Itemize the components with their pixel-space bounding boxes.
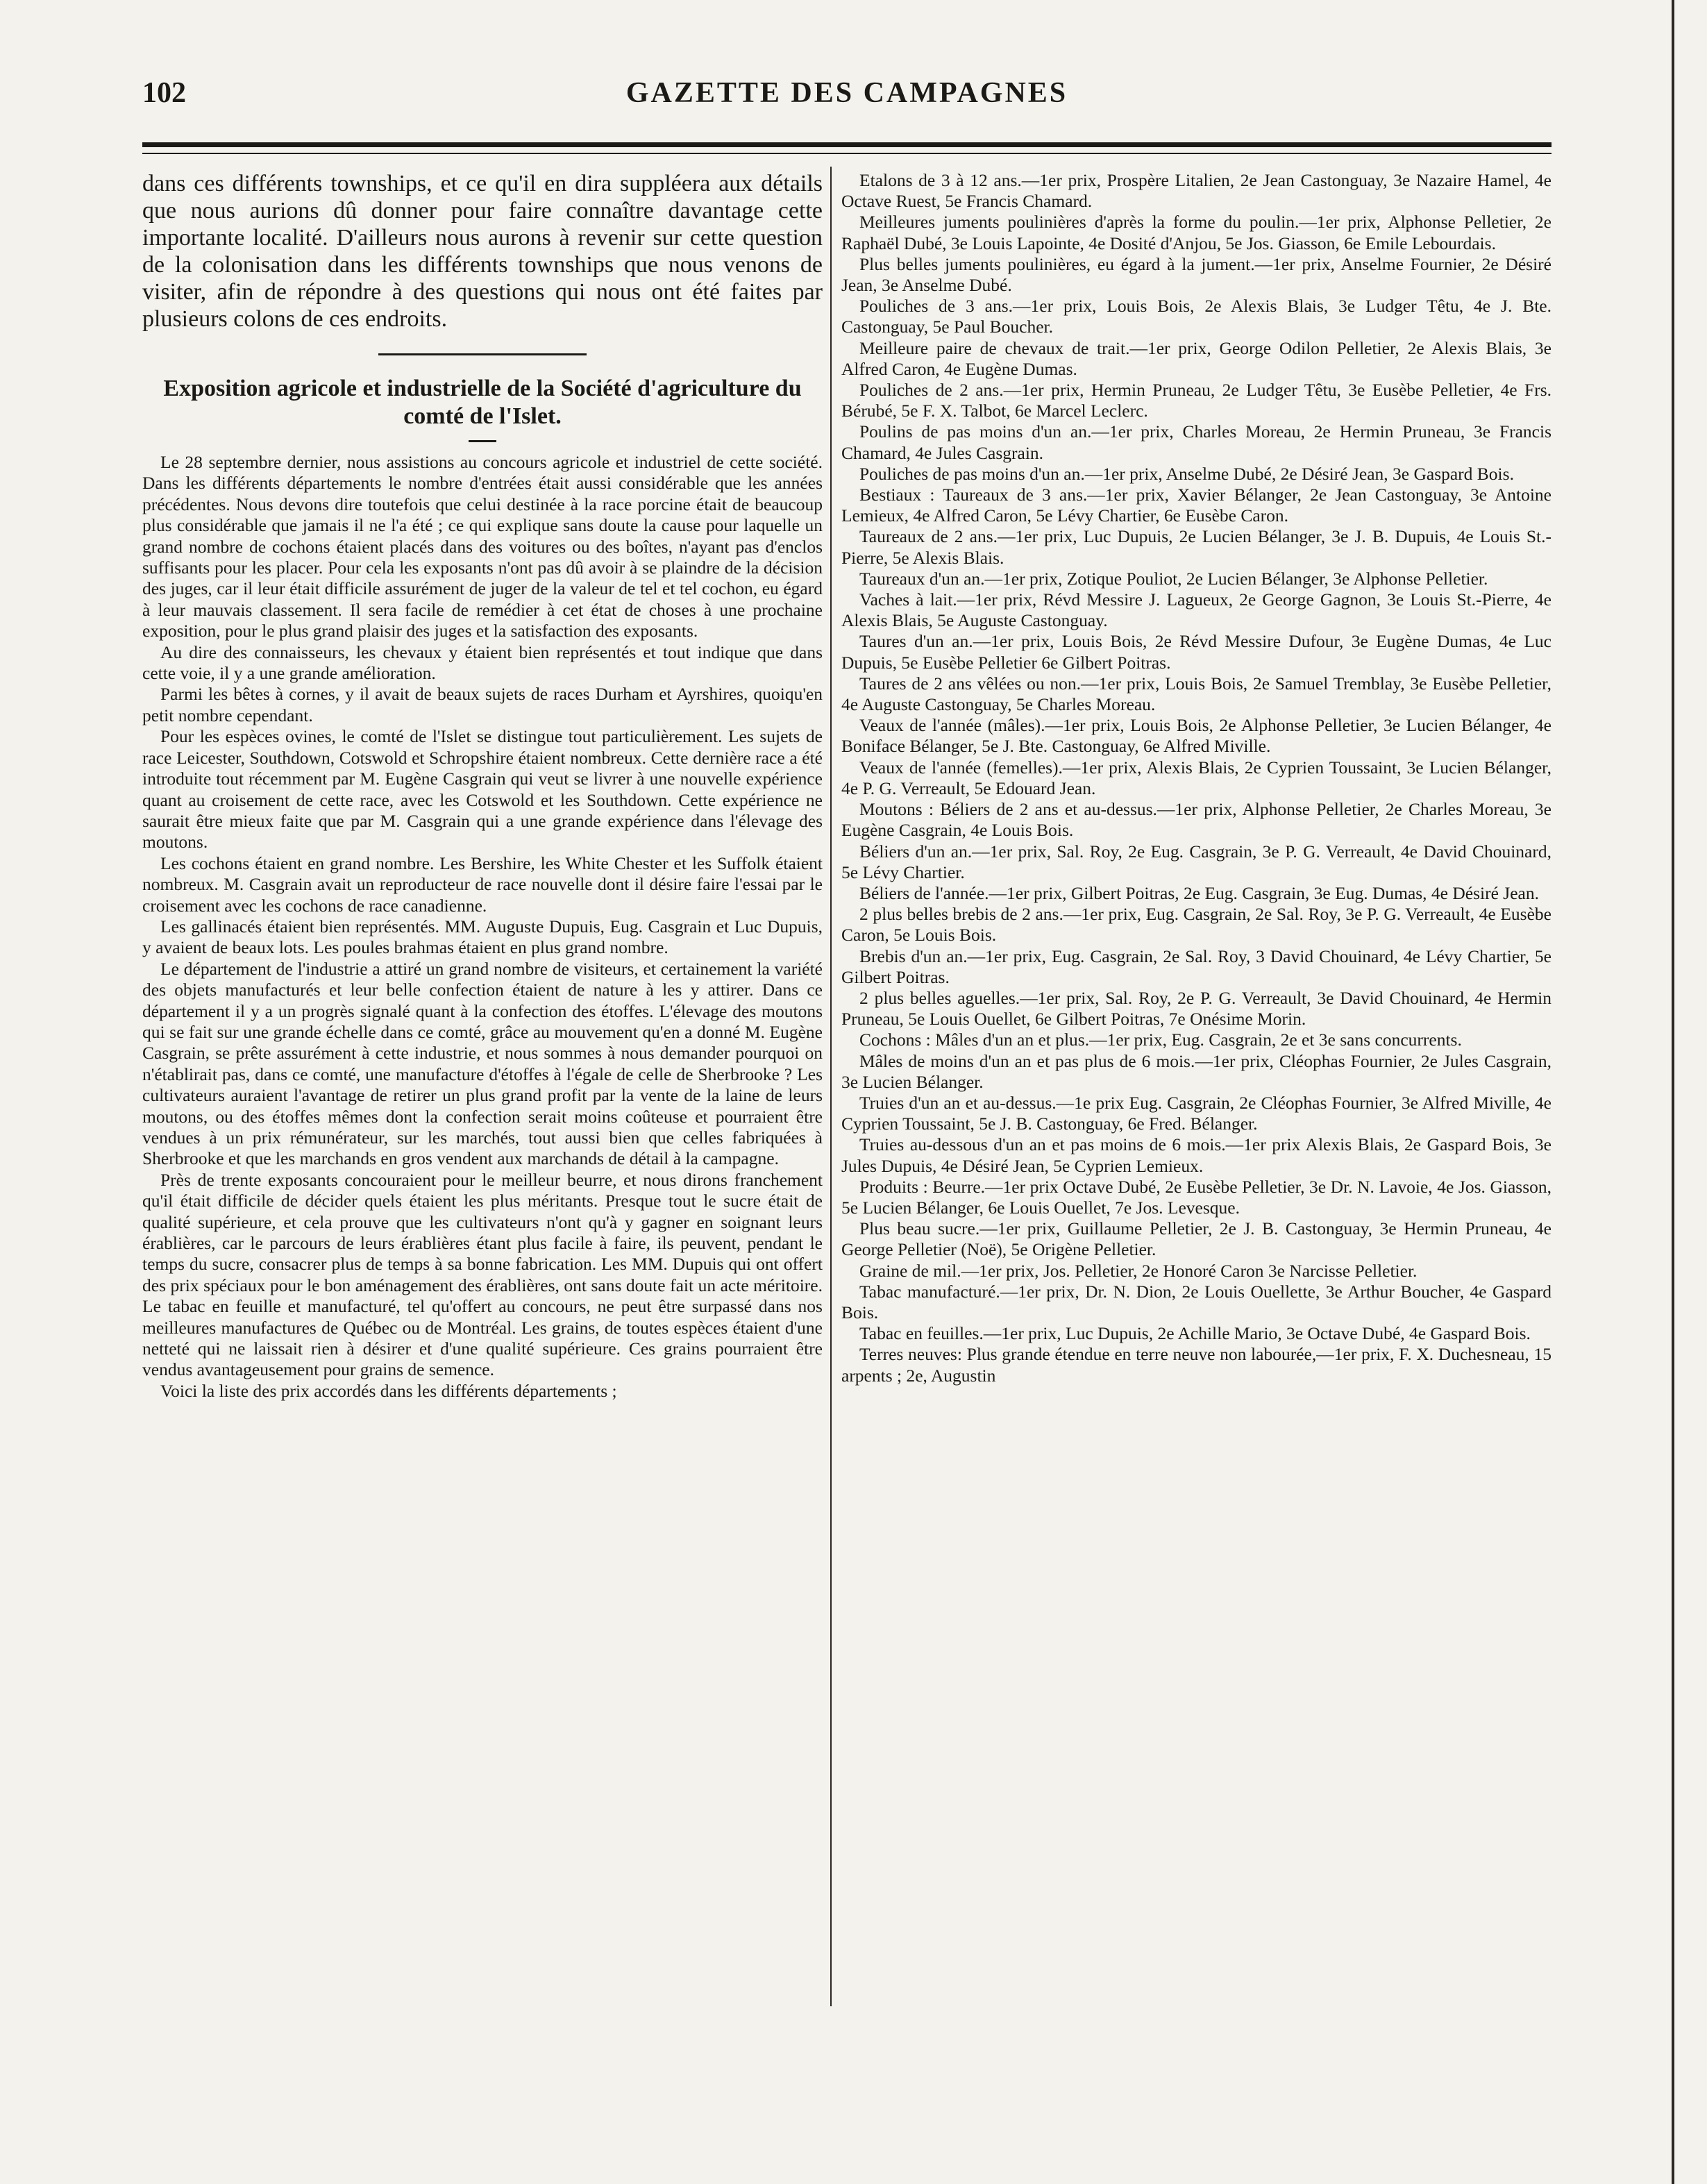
prize-entry: Pouliches de pas moins d'un an.—1er prix, Anselme Dubé, 2e Désiré Jean, 3e Gaspard Bois. (859, 463, 1514, 484)
article-paragraph: Les cochons étaient en grand nombre. Les Bershire, les White Chester et les Suffolk étaient nombreux. M. Casgrain avait un reproducteur de race nouvelle dont il désire faire l'essai par le croisement avec les cochons de race canadienne. (142, 852, 823, 916)
intro-text-block (142, 170, 823, 333)
prize-entry: Béliers d'un an.—1er prix, Sal. Roy, 2e Eug. Casgrain, 3e P. G. Verreault, 4e David Chouinard, 5e Lévy Chartier. (841, 841, 1552, 882)
page-header (142, 69, 1552, 125)
prize-entry: Taureaux d'un an.—1er prix, Zotique Pouliot, 2e Lucien Bélanger, 3e Alphonse Pelletier. (859, 568, 1488, 589)
prize-entry: Taures d'un an.—1er prix, Louis Bois, 2e Révd Messire Dufour, 3e Eugène Dumas, 4e Luc Dupuis, 5e Eusèbe Pelletier 6e Gilbert Poitras. (841, 631, 1552, 673)
prize-entry: Taures de 2 ans vêlées ou non.—1er prix, Louis Bois, 2e Samuel Tremblay, 3e Eusèbe Pelletier, 4e Auguste Castonguay, 5e Charles Moreau. (841, 673, 1552, 715)
page-edge-line (1672, 0, 1674, 2184)
prize-entry: Bestiaux : Taureaux de 3 ans.—1er prix, Xavier Bélanger, 2e Jean Castonguay, 3e Antoine Lemieux, 4e Alfred Caron, 5e Lévy Chartier, 6e Eusèbe Caron. (841, 485, 1552, 526)
article-paragraph: Près de trente exposants concouraient pour le meilleur beurre, et nous dirons franchement qu'il était difficile de décider quels étaient les plus méritants. Presque tout le sucre était de qualité supérieure, et cela prouve que les cultivateurs n'ont qu'à y gagner en soignant leurs érablières, car le parcours de leurs érablières étant plus facile à faire, ils peuvent, pendant le temps du sucre, consacrer plus de temps à sa bonne fabrication. Les MM. Dupuis qui ont offert des prix spéciaux pour le bon aménagement des érablières, ont sans doute fait un acte méritoire. Le tabac en feuille et manufacturé, tel qu'offert au concours, ne peut être surpassé dans nos meilleures manufactures de Québec ou de Montréal. Les grains, de toutes espèces étaient d'une netteté qui ne laissait rien à désirer et d'une qualité supérieure. Ces grains pourraient être vendus avantageusement pour grains de semence. (142, 1169, 823, 1380)
left-column (142, 170, 823, 1402)
prize-entry: Graine de mil.—1er prix, Jos. Pelletier, 2e Honoré Caron 3e Narcisse Pelletier. (859, 1260, 1418, 1281)
intro-paragraph: dans ces différents townships, et ce qu'il en dira suppléera aux détails que nous aurions dû donner pour faire connaître davantage cette importante localité. D'ailleurs nous aurons à revenir sur cette question de la colonisation dans les différents townships que nous venons de visiter, afin de répondre à des questions qui nous ont été faites par plusieurs colons de ces endroits. (142, 171, 823, 332)
prize-entry: Béliers de l'année.—1er prix, Gilbert Poitras, 2e Eug. Casgrain, 3e Eug. Dumas, 4e Désiré Jean. (859, 882, 1539, 903)
title-dash (469, 440, 496, 442)
prize-list (841, 170, 1552, 1386)
prize-entry: Meilleures juments poulinières d'après la forme du poulin.—1er prix, Alphonse Pelletier, 2e Raphaël Dubé, 3e Louis Lapointe, 4e Dosité d'Anjou, 5e Jos. Giasson, 6e Emile Lebourdais. (841, 212, 1552, 253)
prize-entry: Taureaux de 2 ans.—1er prix, Luc Dupuis, 2e Lucien Bélanger, 3e J. B. Dupuis, 4e Louis St.-Pierre, 5e Alexis Blais. (841, 526, 1552, 568)
prize-entry: Truies d'un an et au-dessus.—1e prix Eug. Casgrain, 2e Cléophas Fournier, 3e Alfred Miville, 4e Cyprien Toussaint, 5e J. B. Castonguay, 6e Fred. Bélanger. (841, 1092, 1552, 1134)
prize-entry: Moutons : Béliers de 2 ans et au-dessus.—1er prix, Alphonse Pelletier, 2e Charles Moreau, 3e Eugène Casgrain, 4e Louis Bois. (841, 799, 1552, 841)
prize-entry: Pouliches de 3 ans.—1er prix, Louis Bois, 2e Alexis Blais, 3e Ludger Têtu, 4e J. Bte. Castonguay, 5e Paul Boucher. (841, 296, 1552, 337)
header-rule-thin (142, 153, 1552, 154)
page-number: 102 (142, 77, 186, 109)
article-paragraph: Les gallinacés étaient bien représentés. MM. Auguste Dupuis, Eug. Casgrain et Luc Dupuis, y avaient de beaux lots. Les poules brahmas étaient en plus grand nombre. (142, 916, 823, 958)
running-title: GAZETTE DES CAMPAGNES (625, 77, 1068, 109)
article-paragraph: Pour les espèces ovines, le comté de l'Islet se distingue tout particulièrement. Les sujets de race Leicester, Southdown, Cotswold et Schropshire étaient nombreux. Cette dernière race a été introduite tout récemment par M. Eugène Casgrain qui veut se livrer à une nouvelle expérience quant au croisement de cette race, avec les Cotswold et les Southdown. Cette expérience ne saurait être mieux faite que par M. Casgrain qui a une grande expérience dans l'élevage des moutons. (142, 726, 823, 852)
article-paragraph: Parmi les bêtes à cornes, y il avait de beaux sujets de races Durham et Ayrshires, quoiqu'en petit nombre cependant. (142, 684, 823, 725)
prize-entry: Tabac en feuilles.—1er prix, Luc Dupuis, 2e Achille Mario, 3e Octave Dubé, 4e Gaspard Bois. (859, 1323, 1531, 1344)
article-paragraph: Le 28 septembre dernier, nous assistions au concours agricole et industriel de cette société. Dans les différents départements le nombre d'entrées était aussi considérable que les années précédentes. Nous devons dire toutefois que celui destinée à la race porcine était de beaucoup plus considérable que jamais il ne l'a été ; ce qui explique sans doute la cause pour laquelle un grand nombre de cochons étaient placés dans des voitures ou des boîtes, n'ayant pas d'enclos suffisants pour les placer. Pour cela les exposants n'ont pas dû avoir à se plaindre de la décision des juges, car il leur était difficile assurément de juger de la valeur de tel et tel cochon, eu égard à leur mauvais classement. Il sera facile de remédier à cet état de choses à une prochaine exposition, pour le plus grand plaisir des juges et la satisfaction des exposants. (142, 452, 823, 641)
prize-entry: Vaches à lait.—1er prix, Révd Messire J. Lagueux, 2e George Gagnon, 3e Louis St.-Pierre, 4e Alexis Blais, 5e Auguste Castonguay. (841, 589, 1552, 631)
prize-entry: Mâles de moins d'un an et pas plus de 6 mois.—1er prix, Cléophas Fournier, 2e Jules Casgrain, 3e Lucien Bélanger. (841, 1050, 1552, 1092)
prize-entry: 2 plus belles aguelles.—1er prix, Sal. Roy, 2e P. G. Verreault, 3e David Chouinard, 4e Hermin Pruneau, 5e Louis Ouellet, 6e Gilbert Poitras, 7e Onésime Morin. (841, 987, 1552, 1030)
prize-entry: Tabac manufacturé.—1er prix, Dr. N. Dion, 2e Louis Ouellette, 3e Arthur Boucher, 4e Gaspard Bois. (841, 1281, 1552, 1322)
prize-entry: Plus belles juments poulinières, eu égard à la jument.—1er prix, Anselme Fournier, 2e Désiré Jean, 3e Anselme Dubé. (841, 253, 1552, 296)
article-paragraph: Voici la liste des prix accordés dans les différents départements ; (160, 1380, 617, 1401)
prize-entry: Veaux de l'année (femelles).—1er prix, Alexis Blais, 2e Cyprien Toussaint, 3e Lucien Bélanger, 4e P. G. Verreault, 5e Edouard Jean. (841, 757, 1552, 798)
prize-entry: Meilleure paire de chevaux de trait.—1er prix, George Odilon Pelletier, 2e Alexis Blais, 3e Alfred Caron, 4e Eugène Dumas. (841, 337, 1552, 379)
article-title: Exposition agricole et industrielle de la Société d'agriculture du comté de l'Islet. (163, 376, 802, 429)
article-body (142, 452, 823, 1402)
prize-entry: Cochons : Mâles d'un an et plus.—1er prix, Eug. Casgrain, 2e et 3e sans concurrents. (859, 1030, 1462, 1050)
prize-entry: Poulins de pas moins d'un an.—1er prix, Charles Moreau, 2e Hermin Pruneau, 3e Francis Chamard, 4e Jules Casgrain. (841, 421, 1552, 463)
prize-entry: Pouliches de 2 ans.—1er prix, Hermin Pruneau, 2e Ludger Têtu, 3e Eusèbe Pelletier, 4e Frs. Bérubé, 5e F. X. Talbot, 6e Marcel Leclerc. (841, 380, 1552, 421)
prize-entry: Veaux de l'année (mâles).—1er prix, Louis Bois, 2e Alphonse Pelletier, 3e Lucien Bélanger, 4e Boniface Bélanger, 5e J. Bte. Castonguay, 6e Alfred Miville. (841, 715, 1552, 757)
prize-entry: Etalons de 3 à 12 ans.—1er prix, Prospère Litalien, 2e Jean Castonguay, 3e Nazaire Hamel, 4e Octave Ruest, 5e Francis Chamard. (841, 170, 1552, 212)
prize-entry: 2 plus belles brebis de 2 ans.—1er prix, Eug. Casgrain, 2e Sal. Roy, 3e P. G. Verreault, 4e Eusèbe Caron, 5e Louis Bois. (841, 904, 1552, 946)
article-paragraph: Au dire des connaisseurs, les chevaux y étaient bien représentés et tout indique que dans cette voie, il y a une grande amélioration. (142, 641, 823, 684)
article-paragraph: Le département de l'industrie a attiré un grand nombre de visiteurs, et certainement la variété des objets manufacturés et leur belle confection étaient de nature à les y attirer. Dans ce département il y a un progrès signalé quant à la confection des étoffes. L'élevage des moutons qui se fait sur une grande échelle dans ce comté, grâce au mouvement qu'en a donné M. Eugène Casgrain, se prête assurément à cette industrie, et nous sommes à nous demander pourquoi on n'établirait pas, dans ce comté, une manufacture d'étoffes à l'égale de celle de Sherbrooke ? Les cultivateurs auraient l'avantage de retirer un plus grand profit par la vente de la laine de leurs moutons, ou des étoffes mêmes dont la confection serait moins coûteuse et pourraient être vendues à un prix rémunérateur, sur les marchés, tout aussi bien que celles fabriquées à Sherbrooke et que les marchands en gros vendent aux marchands de détail à la campagne. (142, 958, 823, 1169)
prize-entry: Truies au-dessous d'un an et pas moins de 6 mois.—1er prix Alexis Blais, 2e Gaspard Bois, 3e Jules Dupuis, 4e Désiré Jean, 5e Cyprien Lemieux. (841, 1134, 1552, 1176)
prize-entry: Produits : Beurre.—1er prix Octave Dubé, 2e Eusèbe Pelletier, 3e Dr. N. Lavoie, 4e Jos. Giasson, 5e Lucien Bélanger, 6e Louis Ouellet, 7e Jos. Levesque. (841, 1176, 1552, 1218)
prize-entry: Plus beau sucre.—1er prix, Guillaume Pelletier, 2e J. B. Castonguay, 3e Hermin Pruneau, 4e George Pelletier (Noë), 5e Origène Pelletier. (841, 1218, 1552, 1260)
right-column (841, 170, 1552, 1386)
prize-entry: Terres neuves: Plus grande étendue en terre neuve non labourée,—1er prix, F. X. Duchesneau, 15 arpents ; 2e, Augustin (841, 1344, 1552, 1386)
header-rule-thick (142, 142, 1552, 147)
column-divider (830, 167, 832, 2006)
prize-entry: Brebis d'un an.—1er prix, Eug. Casgrain, 2e Sal. Roy, 3 David Chouinard, 4e Lévy Chartier, 5e Gilbert Poitras. (841, 946, 1552, 987)
title-separator (378, 353, 587, 355)
